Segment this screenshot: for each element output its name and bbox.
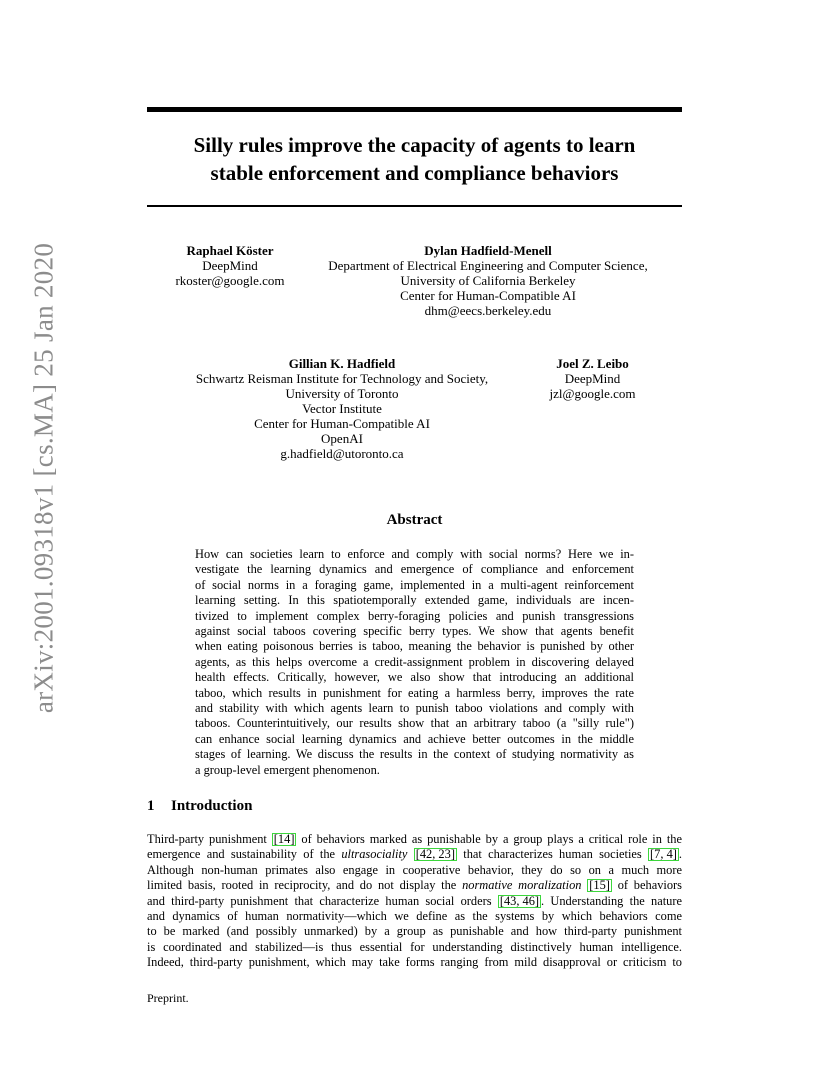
title-bottom-rule xyxy=(147,205,682,207)
body-line xyxy=(147,832,682,847)
author-affiliation: OpenAI xyxy=(321,431,363,446)
title-top-rule xyxy=(147,107,682,112)
author-affiliation: Center for Human-Compatible AI xyxy=(400,288,576,303)
title-line-2: stable enforcement and compliance behaviors xyxy=(210,161,619,185)
author-email: g.hadfield@utoronto.ca xyxy=(280,446,404,461)
abstract-line: and stability with which agents learn to punish taboo violations and comply with xyxy=(195,701,634,716)
abstract-line: How can societies learn to enforce and comply with social norms? Here we in- xyxy=(195,547,634,561)
author-block-hadfield-menell xyxy=(318,243,658,318)
italic-term: ultrasociality xyxy=(341,847,408,862)
body-line: is coordinated and stabilized—is thus essential for understanding distinctively human intelligence. xyxy=(147,939,682,954)
body-line xyxy=(147,847,682,862)
author-affiliation: Vector Institute xyxy=(302,401,382,416)
arxiv-stamp: arXiv:2001.09318v1 [cs.MA] 25 Jan 2020 xyxy=(28,242,59,714)
text-span: of behaviors marked as punishable by a group plays a critical role in the xyxy=(296,832,682,846)
italic-term: normative moralization xyxy=(462,878,582,893)
text-span: that characterizes human societies xyxy=(456,847,649,862)
author-affiliation: Department of Electrical Engineering and Computer Science, xyxy=(328,258,648,273)
abstract-line: taboos. Counterintuitively, our results show that an arbitrary taboo (a "silly rule") xyxy=(195,716,634,731)
section-number: 1 xyxy=(147,798,155,814)
author-email: dhm@eecs.berkeley.edu xyxy=(424,303,552,318)
abstract-line: against social taboos covering specific berry types. We show that agents benefit xyxy=(195,624,634,639)
paper-title xyxy=(147,131,682,187)
text-span: of behaviors xyxy=(611,878,682,893)
abstract-heading: Abstract xyxy=(386,512,443,528)
author-email: jzl@google.com xyxy=(549,386,636,401)
author-affiliation: DeepMind xyxy=(564,371,621,386)
abstract-line: can enhance social learning dynamics and achieve better outcomes in the middle xyxy=(195,731,634,746)
introduction-body xyxy=(147,832,682,971)
author-affiliation: DeepMind xyxy=(202,258,258,273)
author-block-leibo xyxy=(525,356,660,401)
text-span: and third-party punishment that characterize human social orders xyxy=(147,893,498,908)
citation-link[interactable]: [42, 23] xyxy=(415,847,455,862)
body-line: Although non-human primates also engage in cooperative behavior, they do so on a much more xyxy=(147,862,682,877)
body-line: and dynamics of human normativity—which we define as the systems by which behaviors come xyxy=(147,909,682,924)
author-email: rkoster@google.com xyxy=(175,273,285,288)
author-name: Raphael Köster xyxy=(186,243,274,258)
author-affiliation: University of Toronto xyxy=(285,386,399,401)
abstract-body xyxy=(195,547,634,778)
citation-link[interactable]: [15] xyxy=(589,878,610,893)
author-affiliation: Center for Human-Compatible AI xyxy=(254,416,430,431)
author-block-koster xyxy=(160,243,300,288)
author-name: Joel Z. Leibo xyxy=(556,356,629,371)
section-title: Introduction xyxy=(171,798,253,814)
footer-note: Preprint. xyxy=(147,991,189,1005)
author-affiliation: University of California Berkeley xyxy=(400,273,576,288)
body-line: to be marked (and possibly unmarked) by a group as punishable and how third-party punishment xyxy=(147,924,682,939)
abstract-line: taboo, which results in punishment for eating a harmless berry, improves the rate xyxy=(195,685,634,700)
author-name: Gillian K. Hadfield xyxy=(288,356,396,371)
author-block-hadfield xyxy=(182,356,502,461)
abstract-line: tivized to implement complex berry-foraging policies and punish transgressions xyxy=(195,608,634,623)
text-span: emergence and sustainability of the xyxy=(147,847,342,862)
abstract-line: of social norms in a foraging game, implemented in a multi-agent reinforcement xyxy=(195,577,634,592)
abstract-line: when eating poisonous berries is taboo, meaning the behavior is punished by other xyxy=(195,639,634,654)
abstract-line: learning setting. In this spatiotemporally extended game, individuals are incen- xyxy=(195,593,634,608)
text-span: . xyxy=(678,847,682,862)
body-line xyxy=(147,878,682,893)
abstract-line: a group-level emergent phenomenon. xyxy=(195,762,380,777)
abstract-line: health effects. Critically, however, we also show that introducing an additional xyxy=(195,670,634,685)
section-heading-introduction xyxy=(147,798,252,815)
citation-link[interactable]: [43, 46] xyxy=(499,893,540,908)
body-line: Indeed, third-party punishment, which may take forms ranging from mild disapproval or criticism to xyxy=(147,955,682,970)
text-span: Third-party punishment xyxy=(147,832,272,846)
abstract-line: agents, as this helps overcome a credit-assignment problem in discovering delayed xyxy=(195,654,634,669)
text-span: . Understanding the nature xyxy=(541,893,682,908)
citation-link[interactable]: [7, 4] xyxy=(650,847,677,862)
author-name: Dylan Hadfield-Menell xyxy=(424,243,552,258)
abstract-line: vestigate the learning dynamics and emergence of compliance and enforcement xyxy=(195,562,634,577)
author-affiliation: Schwartz Reisman Institute for Technology and Society, xyxy=(195,371,489,386)
citation-link[interactable]: [14] xyxy=(273,832,295,846)
title-line-1: Silly rules improve the capacity of agents to learn xyxy=(193,133,636,157)
text-span: limited basis, rooted in reciprocity, and do not display the xyxy=(147,878,463,893)
body-line xyxy=(147,894,682,909)
abstract-line: stages of learning. We discuss the results in the context of studying normativity as xyxy=(195,747,634,762)
